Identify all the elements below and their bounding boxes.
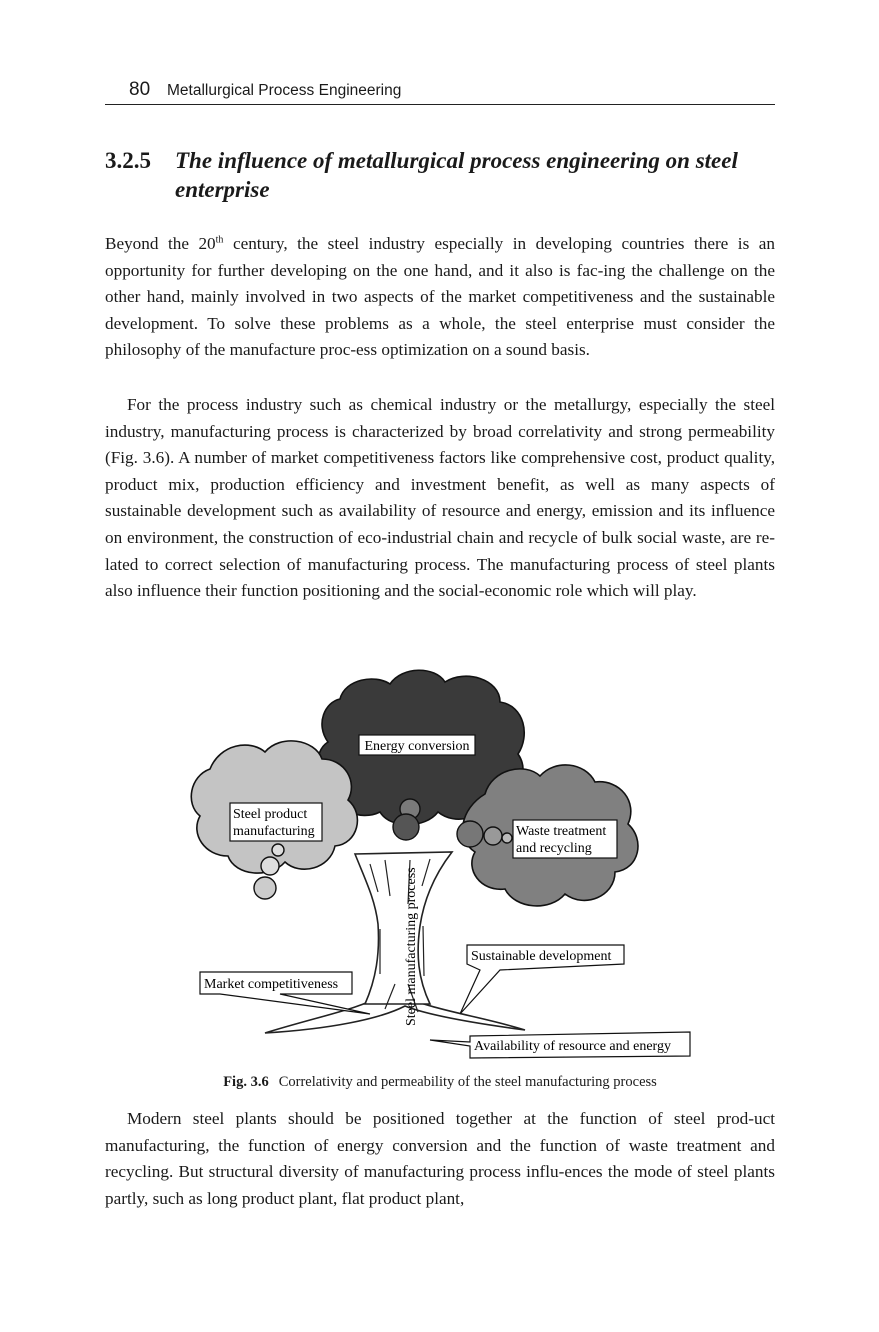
sustainable-label: Sustainable development [471, 949, 612, 964]
figure-caption-label: Fig. 3.6 [223, 1074, 269, 1090]
figure-caption-text: Correlativity and permeability of the steel manufacturing process [278, 1074, 657, 1090]
running-title: Metallurgical Process Engineering [167, 82, 402, 99]
bubble-right-1 [457, 821, 483, 847]
waste-label-line1: Waste treatment [516, 824, 607, 839]
energy-label: Energy conversion [364, 739, 470, 754]
steel-product-label-line1: Steel product [233, 807, 308, 822]
waste-label-line2: and recycling [516, 841, 592, 856]
figure-tree-diagram [180, 664, 700, 1070]
paragraph-1-start: Beyond the 20 [105, 234, 216, 253]
market-label: Market competitiveness [204, 977, 339, 992]
paragraph-3: Modern steel plants should be positioned together at the function of steel prod-uct manufacturing, the function of energy conversion and the function of waste treatment and recycling. But structural diversity of manufacturing process influ-ences the mode of steel plants partly, such as long product plant, flat product plant, [105, 1109, 775, 1208]
bubble-right-3 [502, 833, 512, 843]
page-number: 80 [129, 79, 151, 100]
section-title: The influence of metallurgical process engineering on steel enterprise [175, 148, 738, 202]
bubble-left-2 [261, 857, 279, 875]
bubble-left-1 [272, 844, 284, 856]
paragraph-1-rest: century, the steel industry especially in developing countries there is an opportunity for further developing on the one hand, and it also is fac-ing the challenge on the other hand, mainly involved in two aspects of the market competitiveness and the sustainable development. To solve these problems as a whole, the steel enterprise must consider the philosophy of the manufacture proc-ess optimization on a sound basis. [105, 234, 775, 360]
paragraph-2: For the process industry such as chemical industry or the metallurgy, especially the steel industry, manufacturing process is characterized by broad correlativity and strong permeability (Fig. 3.6). A number of market competitiveness factors like comprehensive cost, product quality, product mix, production efficiency and investment benefit, as well as many aspects of sustainable development such as availability of resource and energy, emission and its influence on environment, the construction of eco-industrial chain and recycle of bulk social waste, are re-lated to correct selection of manufacturing process. The manufacturing process of steel plants also influence their function positioning and the social-economic role which will play. [105, 395, 775, 601]
paragraph-1 [105, 231, 775, 364]
tree-diagram-svg [180, 664, 700, 1070]
superscript-th: th [215, 234, 224, 246]
bubble-energy-2 [393, 814, 419, 840]
bubble-right-2 [484, 827, 502, 845]
running-header [105, 76, 775, 105]
bubble-left-3 [254, 877, 276, 899]
trunk-label: Steel manufacturing process [404, 867, 419, 1026]
steel-product-label-line2: manufacturing [233, 824, 315, 839]
section-number: 3.2.5 [105, 148, 151, 173]
figure-caption [105, 1074, 775, 1091]
availability-label: Availability of resource and energy [474, 1039, 671, 1054]
